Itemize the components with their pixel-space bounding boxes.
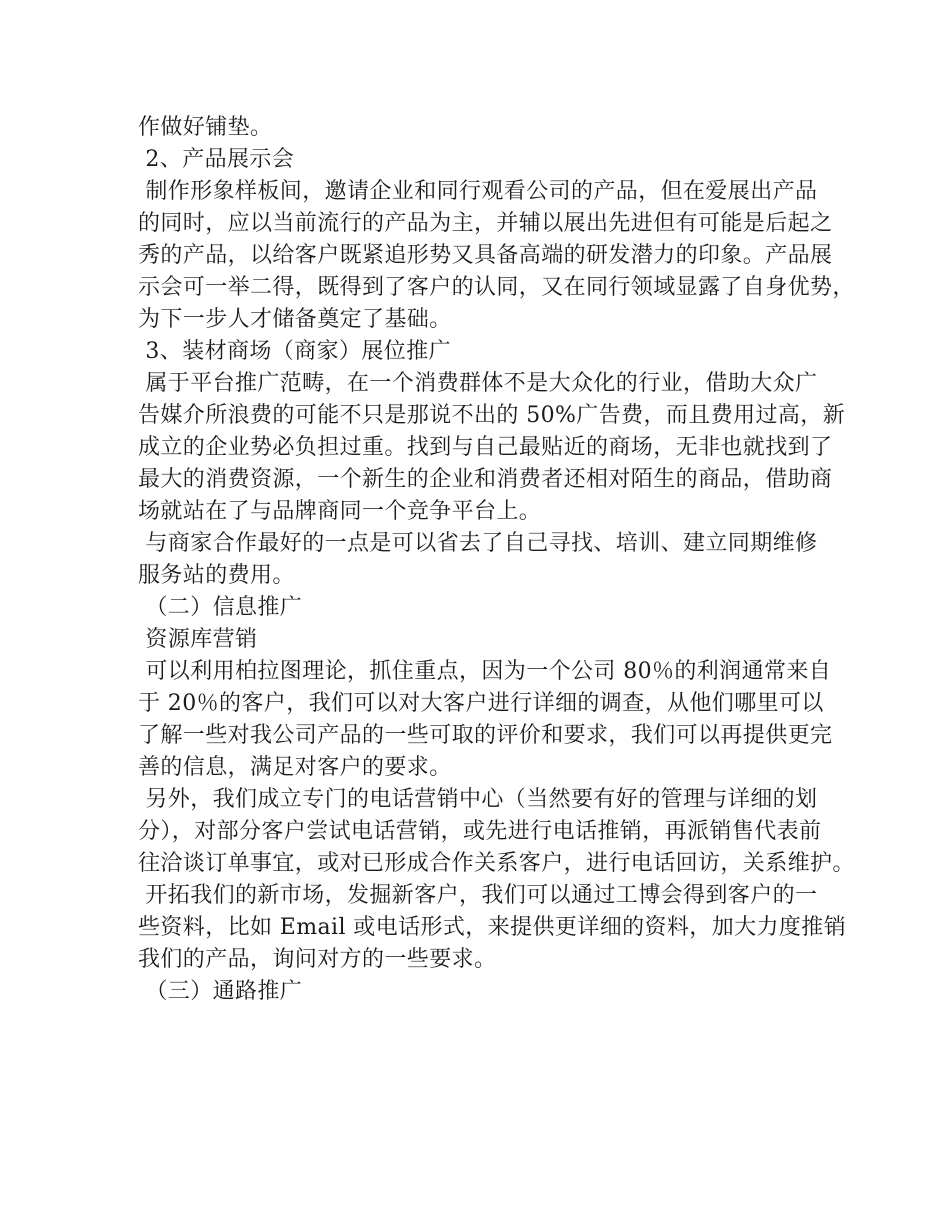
text-line: 可以利用柏拉图理论，抓住重点，因为一个公司 80％的利润通常来自 xyxy=(138,659,832,684)
text-line: 往洽谈订单事宜，或对已形成合作关系客户，进行电话回访，关系维护。 xyxy=(138,851,855,876)
text-line: 些资料，比如 Email 或电话形式，来提供更详细的资料，加大力度推销 xyxy=(138,915,847,940)
document-body xyxy=(138,112,855,1008)
section-heading-product-exhibition: 2、产品展示会 xyxy=(138,147,295,172)
text-line: 善的信息，满足对客户的要求。 xyxy=(138,755,452,780)
text-line: 于 20％的客户，我们可以对大客户进行详细的调查，从他们哪里可以 xyxy=(138,691,824,716)
subheading-resource-marketing: 资源库营销 xyxy=(138,627,258,652)
section-heading-channel-promotion: （三）通路推广 xyxy=(138,979,303,1004)
text-line: 作做好铺垫。 xyxy=(138,115,273,140)
section-heading-info-promotion: （二）信息推广 xyxy=(138,595,303,620)
text-line: 为下一步人才储备奠定了基础。 xyxy=(138,307,452,332)
text-line: 的同时，应以当前流行的产品为主，并辅以展出先进但有可能是后起之 xyxy=(138,211,833,236)
text-line: 告媒介所浪费的可能不只是那说不出的 50%广告费，而且费用过高，新 xyxy=(138,403,846,428)
text-line: 最大的消费资源，一个新生的企业和消费者还相对陌生的商品，借助商 xyxy=(138,467,833,492)
text-line: 制作形象样板间，邀请企业和同行观看公司的产品，但在爱展出产品 xyxy=(138,179,818,204)
text-line: 开拓我们的新市场，发掘新客户，我们可以通过工博会得到客户的一 xyxy=(138,883,818,908)
section-heading-mall-booth-promotion: 3、装材商场（商家）展位推广 xyxy=(138,339,451,364)
text-line: 分），对部分客户尝试电话营销，或先进行电话推销，再派销售代表前 xyxy=(138,819,822,844)
text-line: 与商家合作最好的一点是可以省去了自己寻找、培训、建立同期维修 xyxy=(138,531,818,556)
text-line: 场就站在了与品牌商同一个竞争平台上。 xyxy=(138,499,542,524)
text-line: 示会可一举二得，既得到了客户的认同，又在同行领域显露了自身优势， xyxy=(138,275,855,300)
text-line: 了解一些对我公司产品的一些可取的评价和要求，我们可以再提供更完 xyxy=(138,723,833,748)
text-line: 秀的产品，以给客户既紧追形势又具备高端的研发潜力的印象。产品展 xyxy=(138,243,833,268)
text-line: 成立的企业势必负担过重。找到与自己最贴近的商场，无非也就找到了 xyxy=(138,435,833,460)
text-line: 服务站的费用。 xyxy=(138,563,295,588)
text-line: 另外，我们成立专门的电话营销中心（当然要有好的管理与详细的划 xyxy=(138,787,818,812)
text-line: 我们的产品，询问对方的一些要求。 xyxy=(138,947,497,972)
text-line: 属于平台推广范畴，在一个消费群体不是大众化的行业，借助大众广 xyxy=(138,371,818,396)
